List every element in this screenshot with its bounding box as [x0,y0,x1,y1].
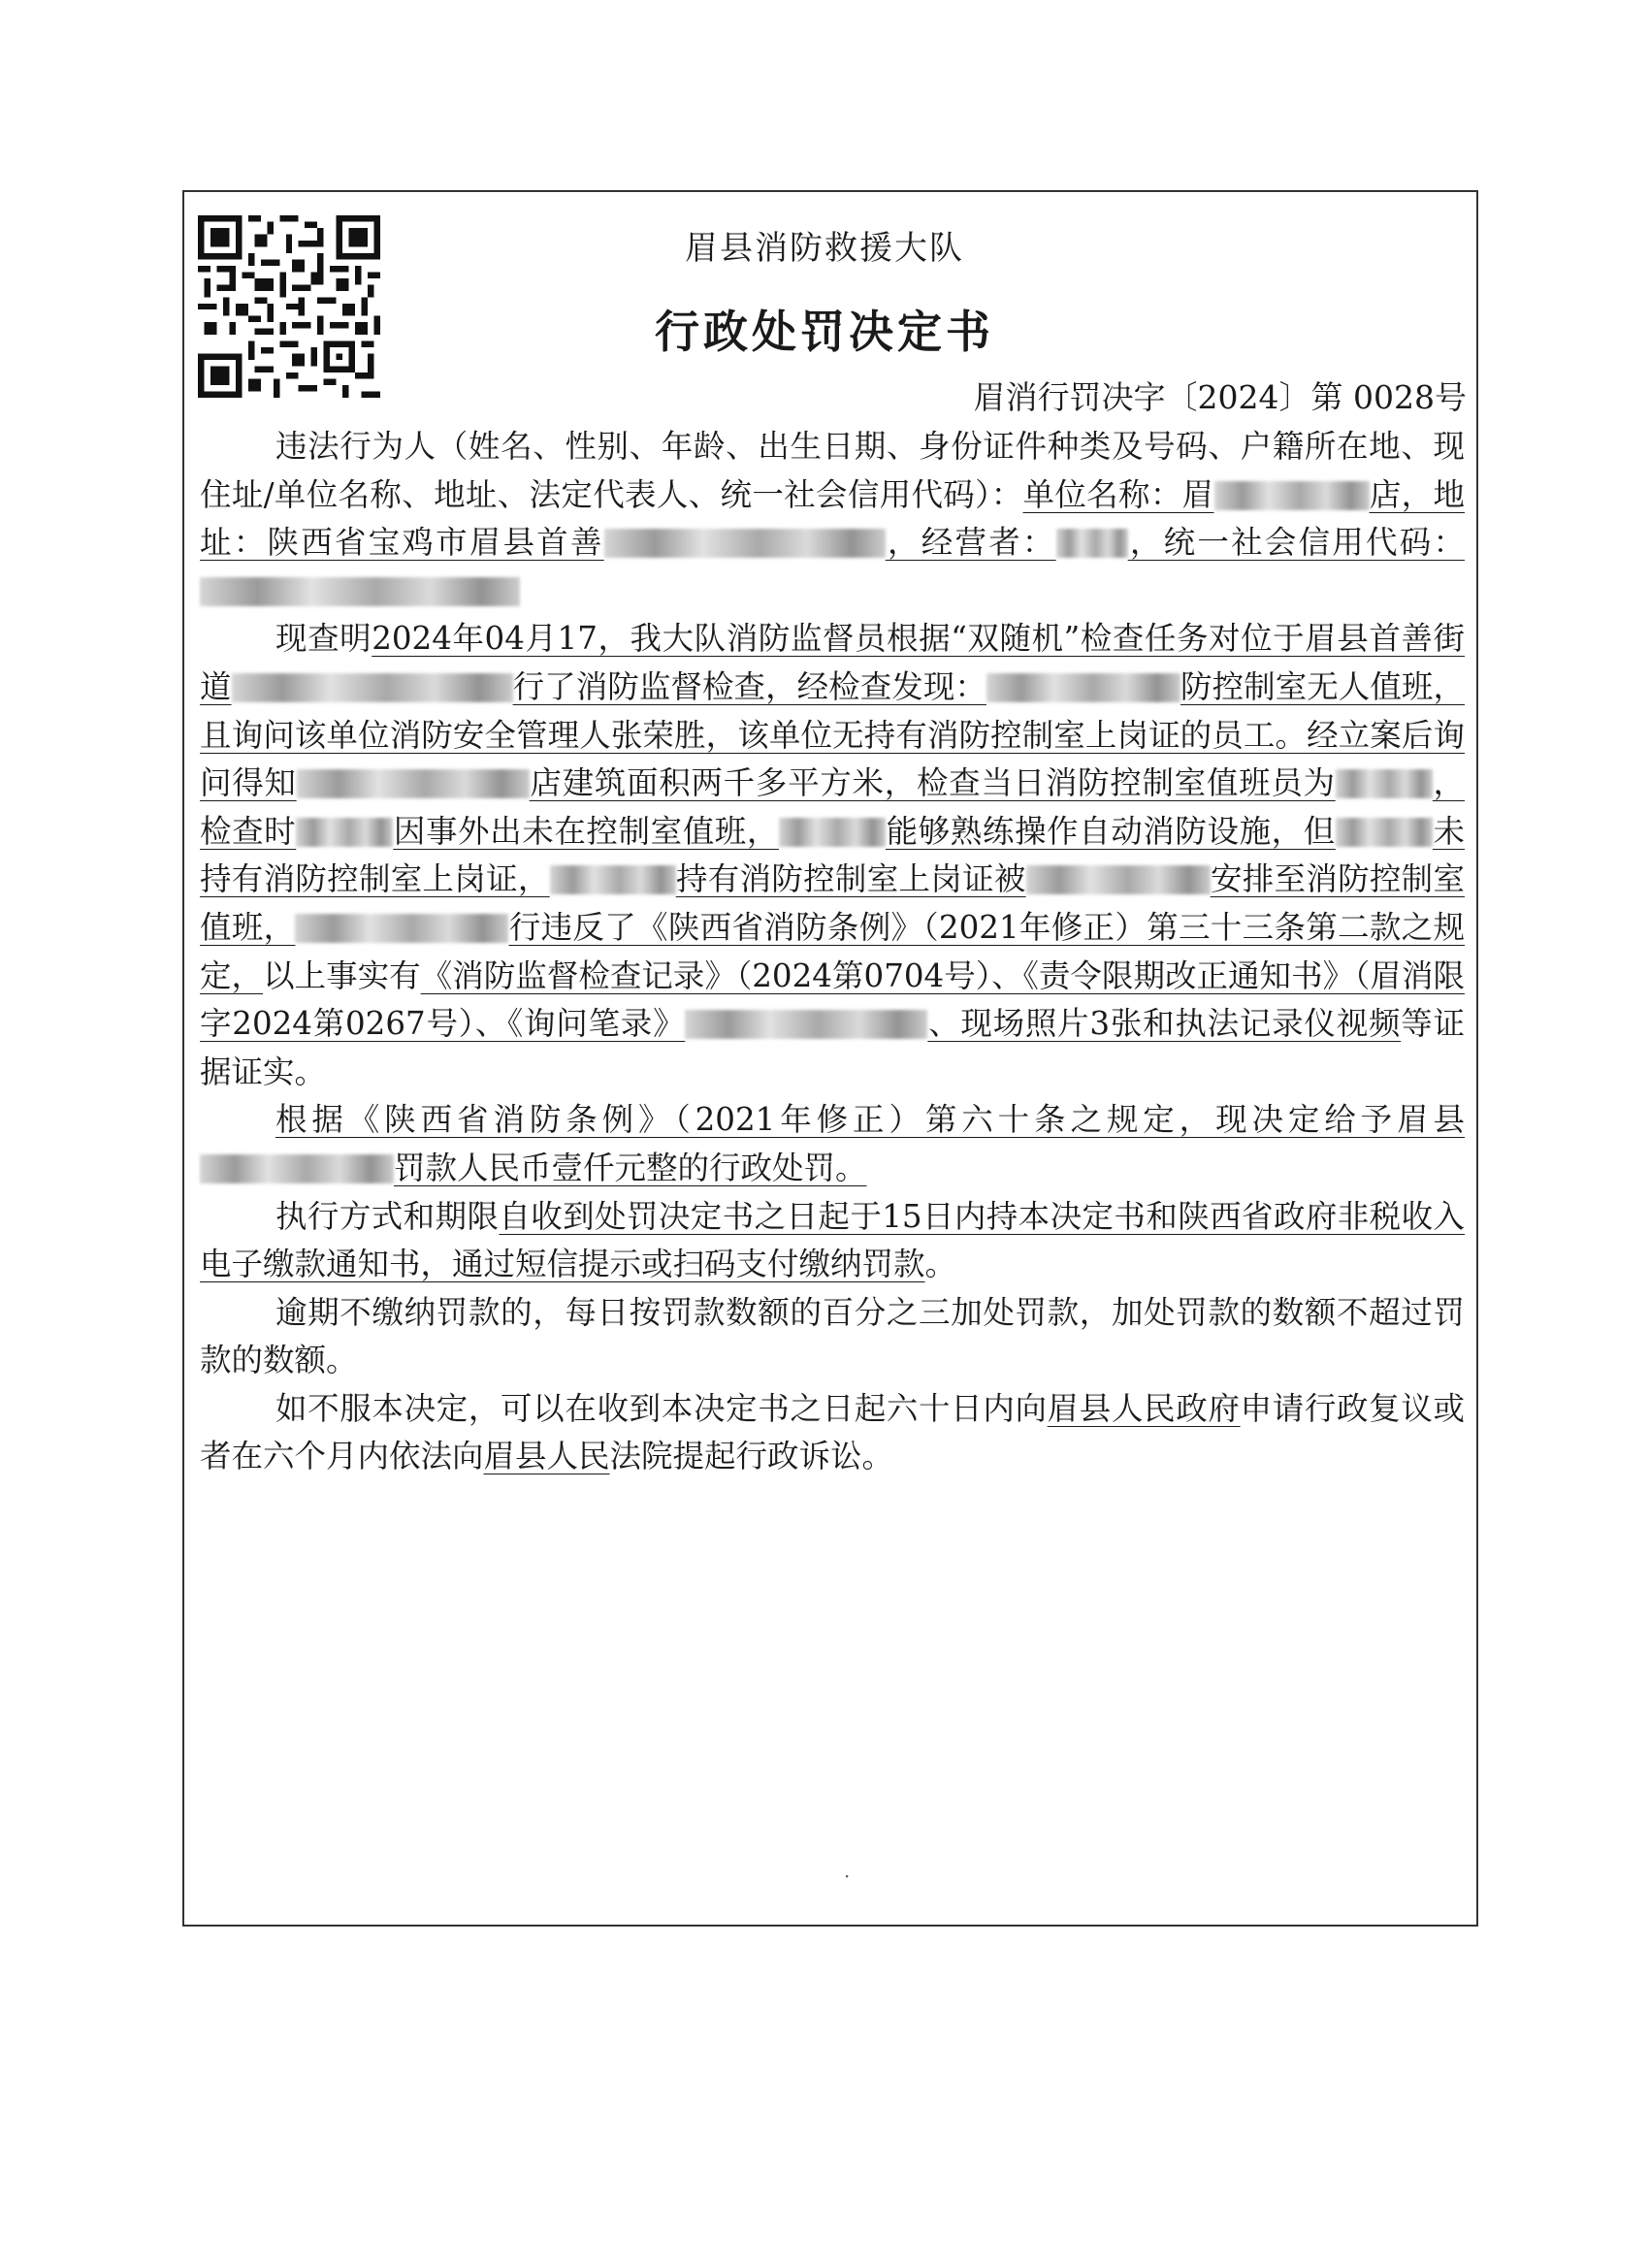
findings-intro: 现查明 [275,620,372,658]
findings-text: 店建筑面积两千多平方米，检查当日消防控制室值班员为 [529,764,1336,802]
appeal-text: 如不服本决定，可以在收到本决定书之日起六十日内向 [275,1389,1048,1427]
execution-end: 。 [924,1246,957,1283]
redacted-block [296,818,393,847]
credit-code-label: ，统一社会信用代码： [1127,524,1465,562]
execution-label: 执行方式和期限 [275,1197,500,1235]
document-number: 眉消行罚决字〔2024〕第 0028号 [973,378,1467,416]
findings-text: 能够熟练操作自动消防设施，但 [885,812,1336,850]
violator-intro: 违法行为人（姓名、性别、年龄、出生日期、身份证件种类及号码、户籍所在地、现住址/单位名称、地址、法定代表人、统一社会信用代码）： [200,428,1465,513]
penalty-amount: 罚款人民币壹仟元整的行政处罚。 [394,1149,867,1186]
redacted-block [232,673,513,702]
document-title: 行政处罚决定书 [655,306,994,358]
findings-details [200,620,1465,993]
appeal-text: 法院提起行政诉讼。 [609,1438,894,1475]
execution-terms: 自收到处罚决定书之日起于15日内持本决定书和陕西省政府非税收入电子缴款通知书，通过短信提示或扫码支付缴纳罚款 [200,1197,1465,1283]
execution-paragraph [200,1193,1465,1289]
redacted-block [550,865,676,894]
address-text: 店，地址：陕西省宝鸡市眉县首善 [200,475,1465,562]
findings-text: 安排至消防控制室值班， [200,860,1465,946]
court-name: 眉县人民 [483,1438,610,1475]
operator-label: ，经营者： [885,524,1056,562]
findings-text: 持有消防控制室上岗证被 [675,860,1026,898]
redacted-block [1336,818,1433,847]
evidence-text: 《消防监督检查记录》（2024第0704号）、《责令限期改正通知书》（眉消限字2024第0267号）、《询问笔录》 [200,956,1465,1043]
findings-text: 2024年04月17，我大队消防监督员根据“双随机”检查任务对位于眉县首善街道 [200,620,1465,705]
redacted-block [295,914,508,943]
redacted-block [200,577,520,606]
issuing-organization: 眉县消防救援大队 [685,229,964,268]
redacted-block [1056,529,1128,558]
decision-text [200,1101,1465,1186]
unit-name-label: 单位名称：眉 [1022,475,1214,513]
overdue-paragraph: 逾期不缴纳罚款的，每日按罚款数额的百分之三加处罚款，加处罚款的数额不超过罚款的数额。 [200,1293,1465,1379]
violator-paragraph [200,423,1465,615]
decision-basis: 根据《陕西省消防条例》（2021年修正）第六十条之规定，现决定给予眉县 [275,1101,1465,1139]
redacted-block [986,673,1180,702]
findings-text: 行违反了《陕西省消防条例》（2021年修正）第三十三条第二款之规定， [200,908,1465,994]
redacted-block [297,769,530,798]
redacted-block [604,529,886,558]
scan-mark: · [844,1864,851,1888]
redacted-block [1214,481,1370,510]
findings-text: 防控制室无人值班，且询问该单位消防安全管理人张荣胜，该单位无持有消防控制室上岗证的员工。经立案后询问得知 [200,667,1465,802]
redacted-block [1026,865,1211,894]
evidence-text: 、现场照片3张和执法记录仪视频 [927,1005,1402,1043]
review-authority: 眉县人民政府 [1047,1389,1241,1427]
evidence-closing: 等证据证实。 [200,1005,1465,1090]
redacted-block [685,1010,927,1039]
appeal-paragraph [200,1385,1465,1481]
document-body [200,423,1465,1481]
findings-text: 未持有消防控制室上岗证， [200,812,1465,898]
redacted-block [200,1154,394,1183]
findings-text: 因事外出未在控制室值班， [393,812,779,850]
findings-paragraph [200,615,1465,1096]
evidence-intro: 以上事实有 [263,956,421,994]
decision-paragraph [200,1096,1465,1192]
findings-text: ，检查时 [200,764,1465,850]
redacted-block [1336,769,1433,798]
redacted-block [779,818,886,847]
appeal-text: 申请行政复议或者在六个月内依法向 [200,1389,1465,1475]
findings-text: 行了消防监督检查，经检查发现： [512,667,986,705]
